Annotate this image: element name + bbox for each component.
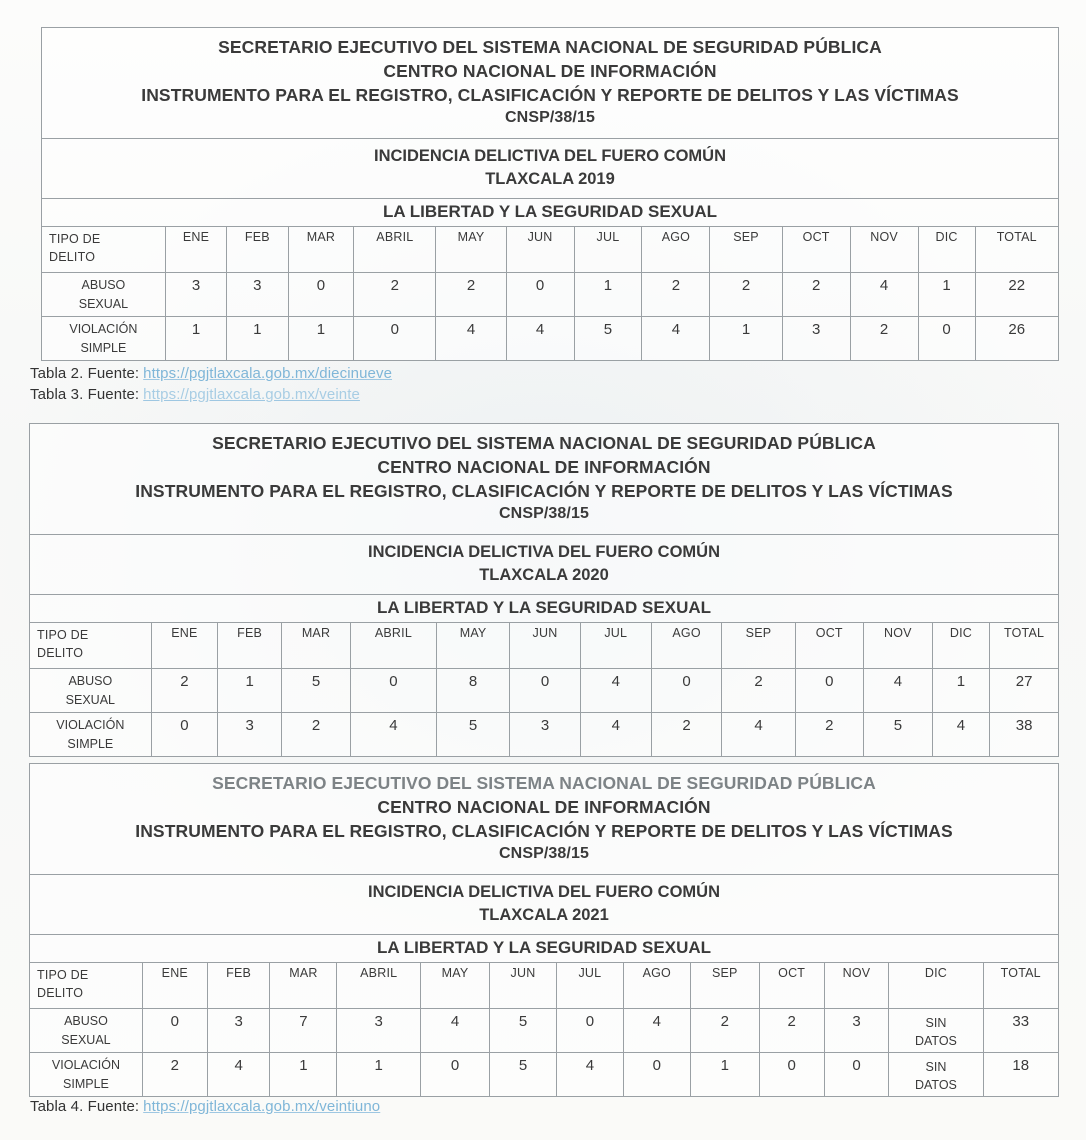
cell-jul: 4 (580, 669, 651, 713)
column-header-jul: JUL (574, 227, 642, 273)
cell-abril: 3 (337, 1009, 421, 1053)
section-title: LA LIBERTAD Y LA SEGURIDAD SEXUAL (382, 202, 718, 222)
section-title-block (30, 595, 1059, 623)
cell-oct: 0 (759, 1053, 824, 1097)
column-header-abril: ABRIL (350, 623, 436, 669)
subheader-block (30, 534, 1059, 595)
cell-abril: 4 (350, 713, 436, 757)
column-header-ene: ENE (165, 227, 226, 273)
column-header-row (30, 623, 1059, 669)
column-header-ene: ENE (151, 623, 217, 669)
header-line-3: INSTRUMENTO PARA EL REGISTRO, CLASIFICACIÓN Y REPORTE DE DELITOS Y LAS VÍCTIMAS (141, 85, 959, 106)
cell-nov: 0 (824, 1053, 889, 1097)
cell-dic: 4 (932, 713, 990, 757)
column-header-row (30, 963, 1059, 1009)
column-header-tipo-delito: TIPO DE DELITO (30, 623, 152, 669)
section-title-row (30, 935, 1059, 963)
column-header-sep: SEP (690, 963, 759, 1009)
cell-feb: 3 (207, 1009, 270, 1053)
cell-mar: 2 (282, 713, 351, 757)
column-header-jun: JUN (510, 623, 581, 669)
table-row (30, 1009, 1059, 1053)
cell-dic: 1 (918, 273, 975, 317)
footnote-tabla-3 (30, 386, 360, 403)
header-line-2: CENTRO NACIONAL DE INFORMACIÓN (377, 457, 711, 478)
document-header-block (30, 764, 1059, 875)
section-title-row (42, 199, 1059, 227)
cell-nov: 2 (850, 317, 918, 361)
cell-sep: 1 (690, 1053, 759, 1097)
table-row (42, 317, 1059, 361)
cell-ago: 2 (651, 713, 722, 757)
cell-oct: 2 (759, 1009, 824, 1053)
cell-abril: 0 (354, 317, 436, 361)
column-header-oct: OCT (782, 227, 850, 273)
column-header-dic: DIC (889, 963, 983, 1009)
section-title-block (30, 935, 1059, 963)
footnote-link[interactable]: https://pgjtlaxcala.gob.mx/diecinueve (143, 365, 393, 382)
subheader-row (30, 534, 1059, 595)
cell-may: 4 (436, 317, 506, 361)
column-header-jun: JUN (490, 963, 557, 1009)
column-header-feb: FEB (218, 623, 282, 669)
cell-mar: 5 (282, 669, 351, 713)
column-header-dic: DIC (918, 227, 975, 273)
column-header-jul: JUL (580, 623, 651, 669)
cell-ago: 0 (651, 669, 722, 713)
cell-oct: 3 (782, 317, 850, 361)
cell-may: 2 (436, 273, 506, 317)
cell-dic-sin-datos: SIN DATOS (889, 1009, 983, 1053)
row-label-abuso-sexual: ABUSO SEXUAL (30, 669, 152, 713)
header-line-1: SECRETARIO EJECUTIVO DEL SISTEMA NACIONAL DE SEGURIDAD PÚBLICA (212, 773, 876, 793)
column-header-abril: ABRIL (354, 227, 436, 273)
cell-mar: 0 (288, 273, 354, 317)
column-header-mar: MAR (282, 623, 351, 669)
column-header-feb: FEB (227, 227, 288, 273)
subheader-row (30, 874, 1059, 935)
cell-nov: 5 (864, 713, 933, 757)
column-header-ago: AGO (623, 963, 690, 1009)
header-line-4: CNSP/38/15 (499, 845, 589, 863)
column-header-abril: ABRIL (337, 963, 421, 1009)
cell-mar: 7 (270, 1009, 337, 1053)
header-line-2: CENTRO NACIONAL DE INFORMACIÓN (383, 61, 717, 82)
column-header-feb: FEB (207, 963, 270, 1009)
subheader-incidence: INCIDENCIA DELICTIVA DEL FUERO COMÚN (367, 882, 720, 901)
subheader-incidence: INCIDENCIA DELICTIVA DEL FUERO COMÚN (373, 146, 726, 165)
cell-oct: 2 (782, 273, 850, 317)
column-header-may: MAY (421, 963, 490, 1009)
column-header-row (42, 227, 1059, 273)
cell-sep: 2 (690, 1009, 759, 1053)
header-line-3: INSTRUMENTO PARA EL REGISTRO, CLASIFICACIÓN Y REPORTE DE DELITOS Y LAS VÍCTIMAS (135, 821, 953, 842)
cell-dic: 1 (932, 669, 990, 713)
subheader-block (30, 874, 1059, 935)
section-title: LA LIBERTAD Y LA SEGURIDAD SEXUAL (376, 938, 712, 958)
row-label-violacion-simple: VIOLACIÓN SIMPLE (42, 317, 166, 361)
column-header-total: TOTAL (975, 227, 1058, 273)
footnote-link[interactable]: https://pgjtlaxcala.gob.mx/veintiuno (143, 1098, 381, 1115)
cell-oct: 2 (795, 713, 864, 757)
header-line-3: INSTRUMENTO PARA EL REGISTRO, CLASIFICACIÓN Y REPORTE DE DELITOS Y LAS VÍCTIMAS (135, 481, 953, 502)
subheader-block (42, 138, 1059, 199)
footnote-label: Tabla 2. Fuente: (30, 365, 140, 382)
cell-total: 27 (990, 669, 1059, 713)
cell-may: 4 (421, 1009, 490, 1053)
cell-oct: 0 (795, 669, 864, 713)
cell-ene: 1 (165, 317, 226, 361)
column-header-ene: ENE (142, 963, 207, 1009)
footnote-link[interactable]: https://pgjtlaxcala.gob.mx/veinte (143, 386, 360, 403)
header-line-1: SECRETARIO EJECUTIVO DEL SISTEMA NACIONAL DE SEGURIDAD PÚBLICA (212, 433, 876, 453)
cell-total: 38 (990, 713, 1059, 757)
document-header-block (30, 424, 1059, 535)
cell-jul: 5 (574, 317, 642, 361)
column-header-total: TOTAL (983, 963, 1059, 1009)
column-header-jul: JUL (556, 963, 623, 1009)
column-header-tipo-delito: TIPO DE DELITO (42, 227, 166, 273)
cell-feb: 1 (227, 317, 288, 361)
document-header-row (30, 424, 1059, 535)
column-header-ago: AGO (651, 623, 722, 669)
cell-jun: 4 (506, 317, 574, 361)
column-header-jun: JUN (506, 227, 574, 273)
cell-ene: 0 (142, 1009, 207, 1053)
table-row (42, 273, 1059, 317)
cell-sep: 1 (710, 317, 782, 361)
header-line-4: CNSP/38/15 (499, 505, 589, 523)
cell-total: 18 (983, 1053, 1059, 1097)
row-label-abuso-sexual: ABUSO SEXUAL (42, 273, 166, 317)
header-line-1: SECRETARIO EJECUTIVO DEL SISTEMA NACIONAL DE SEGURIDAD PÚBLICA (218, 37, 882, 57)
incidence-table-2021 (29, 763, 1059, 1097)
cell-feb: 3 (218, 713, 282, 757)
cell-mar: 1 (288, 317, 354, 361)
cell-jun: 0 (510, 669, 581, 713)
column-header-oct: OCT (759, 963, 824, 1009)
row-label-abuso-sexual: ABUSO SEXUAL (30, 1009, 143, 1053)
subheader-row (42, 138, 1059, 199)
document-header-block (42, 28, 1059, 139)
column-header-nov: NOV (824, 963, 889, 1009)
cell-nov: 4 (864, 669, 933, 713)
cell-feb: 3 (227, 273, 288, 317)
footnote-label: Tabla 4. Fuente: (30, 1098, 140, 1115)
subheader-incidence: INCIDENCIA DELICTIVA DEL FUERO COMÚN (367, 542, 720, 561)
table-row (30, 669, 1059, 713)
column-header-sep: SEP (722, 623, 795, 669)
cell-jul: 0 (556, 1009, 623, 1053)
column-header-may: MAY (437, 623, 510, 669)
cell-sep: 2 (710, 273, 782, 317)
column-header-may: MAY (436, 227, 506, 273)
cell-jul: 1 (574, 273, 642, 317)
cell-ene: 2 (151, 669, 217, 713)
incidence-table-2020 (29, 423, 1059, 757)
cell-ago: 0 (623, 1053, 690, 1097)
cell-ago: 4 (623, 1009, 690, 1053)
subheader-state-year: TLAXCALA 2020 (479, 566, 609, 585)
cell-jun: 3 (510, 713, 581, 757)
table-row (30, 1053, 1059, 1097)
cell-may: 8 (437, 669, 510, 713)
cell-sep: 2 (722, 669, 795, 713)
row-label-violacion-simple: VIOLACIÓN SIMPLE (30, 713, 152, 757)
cell-abril: 2 (354, 273, 436, 317)
cell-dic: 0 (918, 317, 975, 361)
column-header-mar: MAR (288, 227, 354, 273)
column-header-mar: MAR (270, 963, 337, 1009)
subheader-state-year: TLAXCALA 2019 (485, 170, 615, 189)
cell-ago: 2 (642, 273, 710, 317)
cell-abril: 1 (337, 1053, 421, 1097)
cell-jul: 4 (580, 713, 651, 757)
column-header-dic: DIC (932, 623, 990, 669)
column-header-ago: AGO (642, 227, 710, 273)
cell-ene: 3 (165, 273, 226, 317)
cell-abril: 0 (350, 669, 436, 713)
cell-ago: 4 (642, 317, 710, 361)
subheader-state-year: TLAXCALA 2021 (479, 906, 609, 925)
cell-nov: 4 (850, 273, 918, 317)
header-line-4: CNSP/38/15 (505, 109, 595, 127)
cell-sep: 4 (722, 713, 795, 757)
column-header-sep: SEP (710, 227, 782, 273)
header-line-2: CENTRO NACIONAL DE INFORMACIÓN (377, 797, 711, 818)
cell-total: 26 (975, 317, 1058, 361)
cell-feb: 4 (207, 1053, 270, 1097)
document-header-row (30, 764, 1059, 875)
cell-may: 0 (421, 1053, 490, 1097)
footnote-label: Tabla 3. Fuente: (30, 386, 140, 403)
column-header-tipo-delito: TIPO DE DELITO (30, 963, 143, 1009)
cell-mar: 1 (270, 1053, 337, 1097)
cell-may: 5 (437, 713, 510, 757)
section-title: LA LIBERTAD Y LA SEGURIDAD SEXUAL (376, 598, 712, 618)
footnote-tabla-4 (30, 1098, 380, 1115)
incidence-table-2019 (41, 27, 1059, 361)
section-title-block (42, 199, 1059, 227)
column-header-nov: NOV (864, 623, 933, 669)
cell-jun: 0 (506, 273, 574, 317)
cell-ene: 2 (142, 1053, 207, 1097)
cell-total: 22 (975, 273, 1058, 317)
cell-jun: 5 (490, 1009, 557, 1053)
cell-dic-sin-datos: SIN DATOS (889, 1053, 983, 1097)
cell-total: 33 (983, 1009, 1059, 1053)
column-header-oct: OCT (795, 623, 864, 669)
cell-feb: 1 (218, 669, 282, 713)
row-label-violacion-simple: VIOLACIÓN SIMPLE (30, 1053, 143, 1097)
cell-jun: 5 (490, 1053, 557, 1097)
footnote-tabla-2 (30, 365, 392, 382)
table-row (30, 713, 1059, 757)
cell-ene: 0 (151, 713, 217, 757)
cell-nov: 3 (824, 1009, 889, 1053)
document-header-row (42, 28, 1059, 139)
section-title-row (30, 595, 1059, 623)
column-header-total: TOTAL (990, 623, 1059, 669)
cell-jul: 4 (556, 1053, 623, 1097)
column-header-nov: NOV (850, 227, 918, 273)
